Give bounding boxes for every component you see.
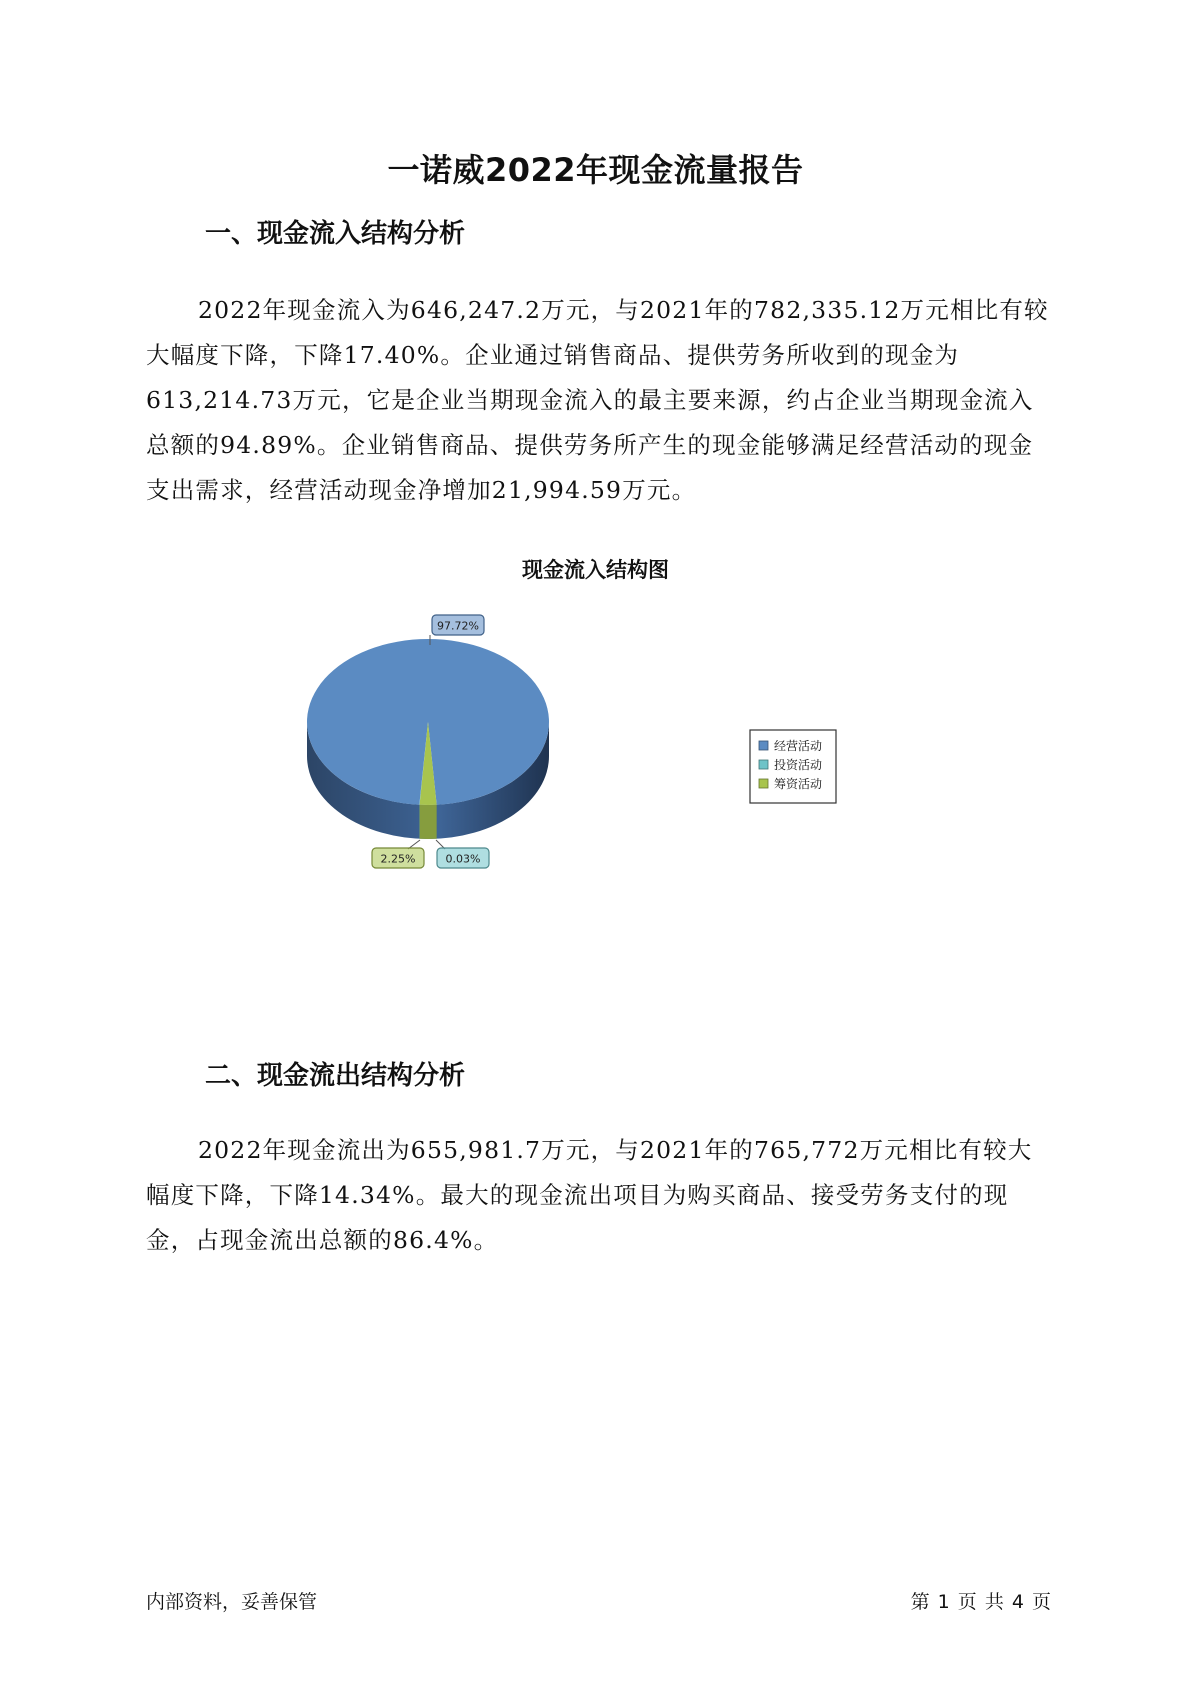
pie-slice-side-3	[420, 805, 437, 839]
legend-swatch-1	[759, 741, 768, 750]
section-paragraph-inflow: 2022年现金流入为646,247.2万元，与2021年的782,335.12万元相比有较大幅度下降，下降17.40%。企业通过销售商品、提供劳务所收到的现金为613,214.73万元，它是企业当期现金流入的最主要来源，约占企业当期现金流入总额的94.89%。企业销售商品、提供劳务所产生的现金能够满足经营活动的现金支出需求，经营活动现金净增加21,994.59万元。	[146, 296, 1049, 504]
pie-data-label-1: 97.72%	[437, 619, 479, 633]
document-title: 一诺威2022年现金流量报告	[387, 151, 804, 189]
legend-label-3: 筹资活动	[774, 777, 823, 791]
pie-data-label-3: 2.25%	[380, 852, 416, 866]
section-heading-outflow: 二、现金流出结构分析	[205, 1061, 466, 1091]
legend-swatch-2	[759, 760, 768, 769]
chart-title: 现金流入结构图	[522, 558, 669, 582]
legend-swatch-3	[759, 779, 768, 788]
chart-legend	[750, 730, 836, 803]
footer-confidential-note: 内部资料，妥善保管	[146, 1591, 318, 1613]
footer-page-number: 第 1 页 共 4 页	[910, 1591, 1051, 1613]
legend-label-2: 投资活动	[774, 758, 823, 772]
section-heading-inflow: 一、现金流入结构分析	[205, 219, 466, 249]
section-paragraph-outflow: 2022年现金流出为655,981.7万元，与2021年的765,772万元相比有较大幅度下降，下降14.34%。最大的现金流出项目为购买商品、接受劳务支付的现金，占现金流出总额的86.4%。	[146, 1136, 1033, 1254]
legend-label-1: 经营活动	[774, 739, 823, 753]
pie-data-label-2: 0.03%	[445, 852, 481, 866]
